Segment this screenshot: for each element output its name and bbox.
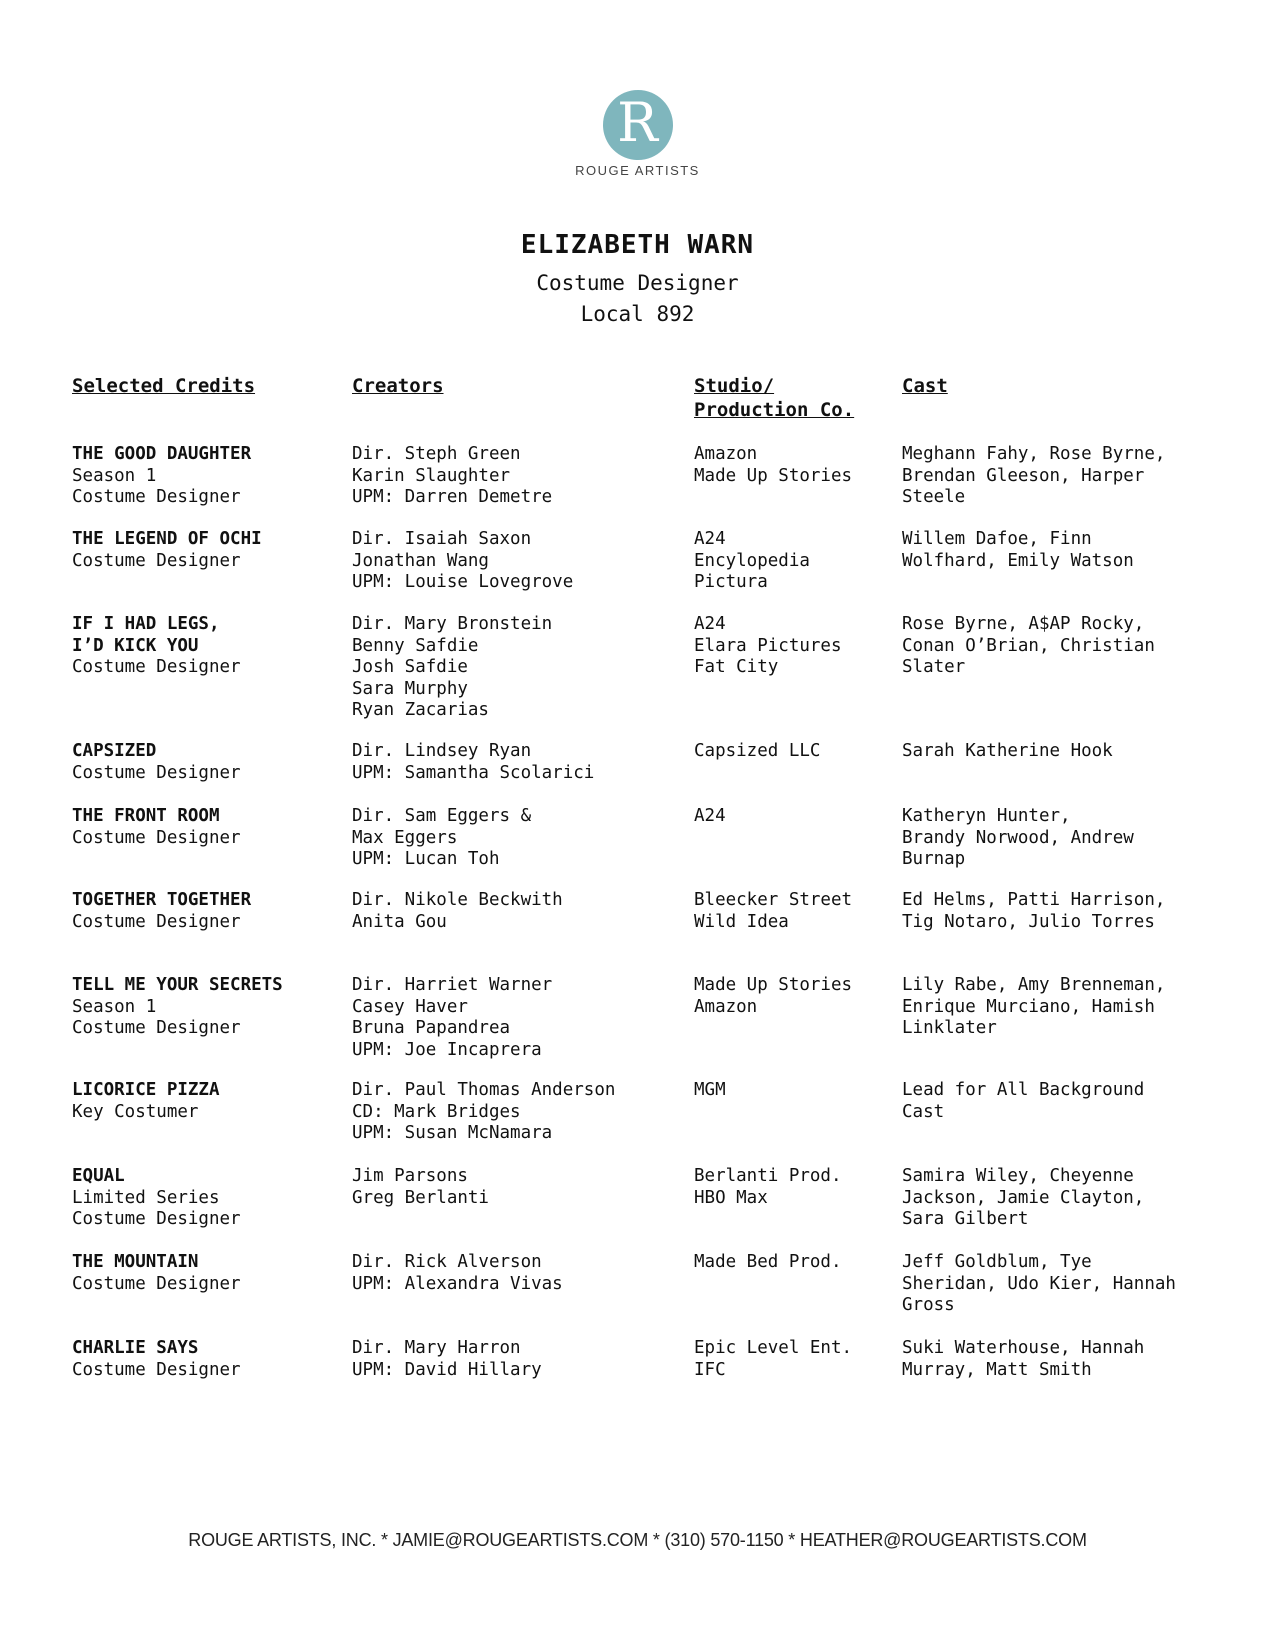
credit-creators [352,975,682,1061]
project-role: Limited Series Costume Designer [72,1187,241,1229]
studio-text: A24 Encylopedia Pictura [694,529,810,592]
credit-project [72,1166,342,1231]
project-title: CHARLIE SAYS [72,1338,199,1358]
credit-creators [352,529,682,594]
resume-header [0,230,1275,330]
cast-text: Ed Helms, Patti Harrison, Tig Notaro, Julio Torres [902,890,1166,932]
cast-text: Samira Wiley, Cheyenne Jackson, Jamie Clayton, Sara Gilbert [902,1166,1145,1229]
credit-project [72,806,342,849]
creators-text: Dir. Lindsey Ryan UPM: Samantha Scolarici [352,741,595,783]
project-role: Season 1 Costume Designer [72,465,241,507]
credit-creators [352,1166,682,1209]
credit-studio [694,444,894,487]
creators-text: Dir. Harriet Warner Casey Haver Bruna Papandrea UPM: Joe Incaprera [352,975,553,1060]
credit-cast [902,806,1212,871]
credit-studio [694,1252,894,1274]
credit-creators [352,614,682,722]
cast-text: Meghann Fahy, Rose Byrne, Brendan Gleeson, Harper Steele [902,444,1166,507]
project-title: THE FRONT ROOM [72,806,220,826]
project-title: THE LEGEND OF OCHI [72,529,262,549]
creators-text: Dir. Sam Eggers & Max Eggers UPM: Lucan Toh [352,806,532,869]
studio-text: Made Bed Prod. [694,1252,842,1272]
project-role: Costume Designer [72,550,241,571]
credit-row [72,529,1212,614]
credit-project [72,741,342,784]
credit-creators [352,1080,682,1145]
credit-studio [694,741,894,763]
credit-row [72,1080,1212,1166]
credits-header-row [72,374,1212,444]
credit-cast [902,614,1212,679]
credit-row [72,1252,1212,1338]
credit-row [72,806,1212,890]
studio-text: Made Up Stories Amazon [694,975,853,1017]
logo-mark [603,90,673,160]
project-role: Season 1 Costume Designer [72,996,241,1038]
contact-footer: ROUGE ARTISTS, INC. * JAMIE@ROUGEARTISTS.COM * (310) 570-1150 * HEATHER@ROUGEARTISTS.COM [188,1530,1087,1550]
cast-text: Lead for All Background Cast [902,1080,1145,1122]
credit-creators [352,1252,682,1295]
cast-text: Suki Waterhouse, Hannah Murray, Matt Smith [902,1338,1145,1380]
creators-text: Jim Parsons Greg Berlanti [352,1166,489,1208]
project-title: THE MOUNTAIN [72,1252,199,1272]
person-role: Costume Designer [536,271,739,295]
studio-text: A24 Elara Pictures Fat City [694,614,842,677]
project-role: Costume Designer [72,911,241,932]
cast-text: Lily Rabe, Amy Brenneman, Enrique Murciano, Hamish Linklater [902,975,1166,1038]
project-role: Costume Designer [72,657,241,677]
project-title: CAPSIZED [72,741,157,761]
creators-text: Dir. Mary Harron UPM: David Hillary [352,1338,542,1380]
credit-project [72,529,342,572]
credit-cast [902,1252,1212,1317]
credit-project [72,1338,342,1381]
credit-creators [352,1338,682,1381]
project-title: IF I HAD LEGS, I’D KICK YOU [72,614,220,656]
project-role: Costume Designer [72,827,241,848]
cast-text: Sarah Katherine Hook [902,741,1113,761]
logo-text: ROUGE ARTISTS [575,163,700,178]
cast-text: Rose Byrne, A$AP Rocky, Conan O’Brian, Christian Slater [902,614,1155,677]
credit-studio [694,614,894,679]
column-header-creators: Creators [352,375,444,397]
credit-cast [902,890,1212,933]
logo-letter: R [617,91,658,154]
credit-row [72,741,1212,806]
credit-row [72,1338,1212,1398]
column-header-credits: Selected Credits [72,375,256,397]
credit-creators [352,444,682,509]
credit-row [72,614,1212,741]
credit-creators [352,890,682,933]
credit-cast [902,529,1212,572]
creators-text: Dir. Rick Alverson UPM: Alexandra Vivas [352,1252,563,1294]
project-role: Costume Designer [72,1273,241,1294]
cast-text: Jeff Goldblum, Tye Sheridan, Udo Kier, Hannah Gross [902,1252,1176,1315]
project-role: Key Costumer [72,1101,199,1122]
creators-text: Dir. Nikole Beckwith Anita Gou [352,890,563,932]
credit-cast [902,1080,1212,1123]
creators-text: Dir. Paul Thomas Anderson CD: Mark Bridges UPM: Susan McNamara [352,1080,616,1143]
project-title: LICORICE PIZZA [72,1080,220,1100]
project-role: Costume Designer [72,1359,241,1380]
credit-cast [902,444,1212,509]
studio-text: Epic Level Ent. IFC [694,1338,853,1380]
person-union: Local 892 [580,302,695,326]
cast-text: Willem Dafoe, Finn Wolfhard, Emily Watson [902,529,1134,571]
studio-text: Amazon Made Up Stories [694,444,853,486]
credit-studio [694,890,894,933]
credit-row [72,975,1212,1080]
column-header-cast: Cast [902,375,948,397]
credit-studio [694,806,894,828]
column-header-studio: Studio/ Production Co. [694,375,855,421]
person-name: ELIZABETH WARN [520,230,755,260]
project-role: Costume Designer [72,762,241,783]
credit-row [72,444,1212,529]
credit-creators [352,741,682,784]
project-title: TELL ME YOUR SECRETS [72,975,283,995]
cast-text: Katheryn Hunter, Brandy Norwood, Andrew Burnap [902,806,1134,869]
credit-cast [902,1338,1212,1381]
credit-studio [694,1080,894,1102]
project-title: TOGETHER TOGETHER [72,890,252,910]
project-title: THE GOOD DAUGHTER [72,444,252,464]
credit-project [72,890,342,933]
credit-project [72,975,342,1040]
credit-project [72,444,342,509]
credit-row [72,890,1212,975]
credits-table [72,374,1212,1398]
creators-text: Dir. Steph Green Karin Slaughter UPM: Darren Demetre [352,444,553,507]
studio-text: Bleecker Street Wild Idea [694,890,853,932]
credit-studio [694,529,894,594]
creators-text: Dir. Isaiah Saxon Jonathan Wang UPM: Louise Lovegrove [352,529,574,592]
studio-text: Berlanti Prod. HBO Max [694,1166,842,1208]
credit-project [72,1080,342,1123]
credit-creators [352,806,682,871]
credit-project [72,614,342,679]
credit-project [72,1252,342,1295]
credit-cast [902,741,1212,763]
studio-text: A24 [694,806,726,826]
studio-text: Capsized LLC [694,741,821,761]
credit-studio [694,1166,894,1209]
project-title: EQUAL [72,1166,125,1186]
agency-logo [0,90,1275,178]
credit-studio [694,1338,894,1381]
credit-studio [694,975,894,1018]
creators-text: Dir. Mary Bronstein Benny Safdie Josh Safdie Sara Murphy Ryan Zacarias [352,614,553,720]
credit-cast [902,975,1212,1040]
studio-text: MGM [694,1080,726,1100]
credit-cast [902,1166,1212,1231]
credit-row [72,1166,1212,1252]
